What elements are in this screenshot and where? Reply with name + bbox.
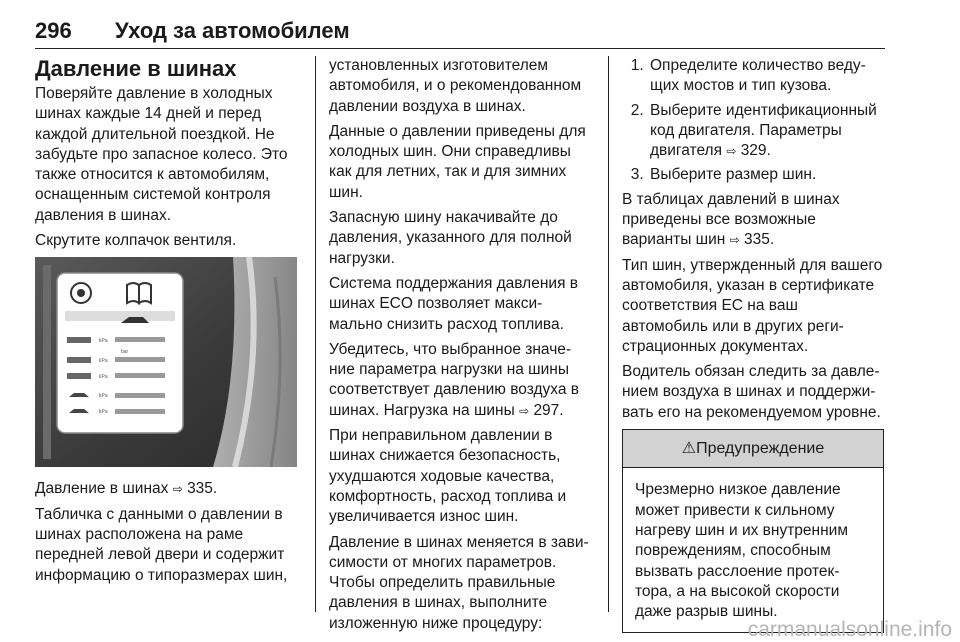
kpa-text: kPa	[99, 338, 108, 345]
warning-title: Предупреждение	[696, 440, 825, 458]
paragraph: установленных изготовителем автомобиля, и о рекомендованном давлении воздуха в шинах.	[329, 57, 582, 115]
warning-box	[622, 429, 884, 633]
paragraph: Водитель обязан следить за давле- нием воздуха в шинах и поддержи- вать его на рекомендуемом уровне.	[622, 363, 881, 421]
page-number: 296	[35, 18, 72, 43]
list-item: 1. Определите количество веду- щих мостов и тип кузова.	[648, 56, 884, 97]
list-item: 3. Выберите размер шин.	[648, 165, 884, 185]
paragraph: Давление в шинах меняется в зави- симости от многих параметров. Чтобы определить правильные давления в шинах, выполните изложенную ниже процедуру:	[329, 533, 589, 632]
kpa-text: kPa	[99, 393, 108, 400]
list-item	[648, 101, 884, 162]
page-header	[35, 14, 885, 49]
caption-text: Давление в шинах	[35, 480, 169, 498]
paragraph: Табличка с данными о давлении в шинах расположена на раме передней левой двери и содержит информацию о типоразмерах шин,	[35, 505, 288, 584]
paragraph: Поверяйте давление в холодных шинах каждые 14 дней и перед каждой длительной поездкой. Не забудьте про запасное колесо. Это также относится к автомобилям, оснащенным системой контроля давления в шинах.	[35, 85, 288, 224]
page-ref-icon: ⇨	[729, 233, 740, 248]
paragraph: При неправильном давлении в шинах снижается безопасность, ухудшаются ходовые качества, комфортность, расход топлива и увеличивается износ шин.	[329, 427, 567, 526]
kpa-text: kPa	[99, 374, 108, 381]
column-1	[35, 56, 303, 591]
paragraph	[622, 190, 884, 251]
paragraph: Скрутите колпачок вентиля.	[35, 232, 237, 250]
tire-pressure-label-photo	[35, 257, 297, 467]
paragraph	[329, 340, 593, 421]
page-ref-icon: ⇨	[172, 482, 183, 497]
page-ref[interactable]: 329.	[740, 142, 771, 160]
section-title: Давление в шинах	[35, 56, 237, 81]
caption	[35, 479, 303, 499]
procedure-list	[622, 56, 884, 186]
chapter-title: Уход за автомобилем	[115, 18, 350, 43]
column-divider	[315, 56, 316, 612]
warning-header	[623, 430, 883, 468]
warning-triangle-icon: ⚠	[681, 440, 697, 458]
kpa-text: kPa	[99, 409, 108, 416]
kpa-text: kPa	[99, 358, 108, 365]
paragraph-text: Убедитесь, что выбранное значе- ние параметра нагрузки на шины соответствует давлению воздуха в шинах. Нагрузка на шины	[329, 340, 580, 419]
page-ref[interactable]: 335.	[744, 231, 775, 249]
paragraph: Запасную шину накачивайте до давления, указанного для полной нагрузки.	[329, 209, 572, 267]
page-ref-icon: ⇨	[519, 403, 530, 418]
list-item-text: Выберите идентификационный код двигателя. Параметры двигателя	[650, 101, 877, 160]
page-ref[interactable]: 335.	[187, 480, 218, 498]
warning-body: Чрезмерно низкое давление может привести к сильному нагреву шин и их внутренним повреждениям, способным вызвать расслоение протек- тора, а на высокой скорости даже разрыв шины.	[635, 481, 848, 621]
page-ref-icon: ⇨	[726, 144, 737, 159]
column-3	[622, 56, 884, 633]
paragraph: Тип шин, утвержденный для вашего автомобиля, указан в сертификате соответствия ЕС на ваш автомобиль или в других реги- страционных документах.	[622, 256, 883, 355]
paragraph: Данные о давлении приведены для холодных шин. Они справедливы как для летних, так и для зимних шин.	[329, 122, 586, 201]
watermark[interactable]: carmanualsonline.info	[747, 618, 952, 641]
paragraph: Система поддержания давления в шинах ECO позволяет макси- мально снизить расход топлива.	[329, 274, 578, 333]
column-2	[329, 56, 593, 639]
page-ref[interactable]: 297.	[533, 401, 564, 419]
paragraph-text: В таблицах давлений в шинах приведены все возможные варианты шин	[622, 190, 840, 249]
bar-text: bar	[121, 349, 129, 356]
column-divider	[608, 56, 609, 612]
